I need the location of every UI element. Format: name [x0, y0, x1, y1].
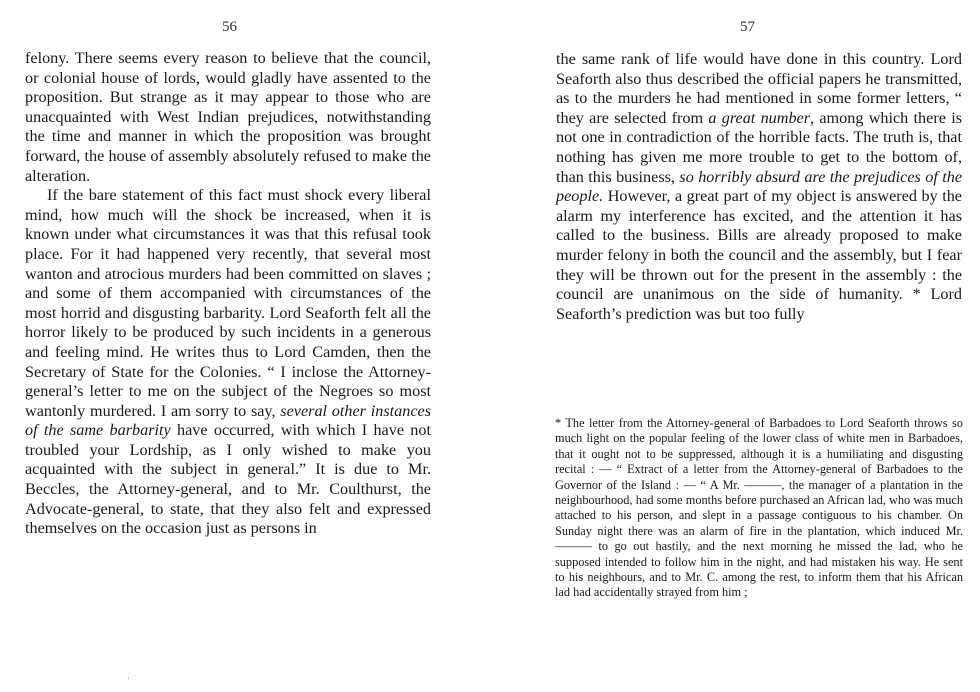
name-dash: ———	[555, 539, 592, 554]
page-number: 56	[222, 19, 237, 35]
italic-phrase: a great number	[708, 108, 811, 127]
print-mark: '	[128, 676, 130, 685]
italic-phrase: so horribly absurd are the prejudices of the people.	[556, 167, 962, 206]
left-page	[0, 0, 470, 692]
page-body-text	[556, 50, 962, 324]
footnote: * The letter from the Attorney-general of Barbadoes to Lord Seaforth throws so much light on the popular feeling of the lower class of white men in Barbadoes, that it ought not to be suppressed, although it is a humiliating and disgusting recital : — “ Extract of a letter from the Attorney-general of Barbadoes to the Governor of the Island : — “ A Mr. ———, the manager of a plantation in the neighbourhood, had some months before purchased an African lad, who was much attached to his person, and slept in a passage contiguous to his chamber. On Sunday night there was an alarm of fire in the plantation, which induced Mr. ——— to go out hastily, and the next morning he missed the lad, who he supposed intended to follow him in the night, and had mistaken his way. He sent to his neighbours, and to Mr. C. among the rest, to inform them that his African lad had accidentally strayed from him ;	[555, 416, 963, 600]
paragraph: If the bare statement of this fact must shock every liberal mind, how much will the shock be increased, when it is known under what circumstances it was that this refusal took place. For it had happened very recently, that several most wanton and atrocious murders had been committed on slaves ; and some of them accompanied with circumstances of the most horrid and disgusting barbarity. Lord Seaforth felt all the horror likely to be produced by such incidents in a generous and feeling mind. He writes thus to Lord Camden, then the Secretary of State for the Colonies. “ I inclose the Attorney-general’s letter to me on the subject of the Negroes so most wantonly murdered. I am sorry to say, several other instances of the same barbarity have occurred, with which I have not troubled your Lordship, as I only wished to make you acquainted with the subject in general.” It is due to Mr. Beccles, the Attorney-general, and to Mr. Coulthurst, the Advocate-general, to state, that they also felt and expressed themselves on the occasion just as persons in	[25, 186, 431, 538]
paragraph: felony. There seems every reason to believe that the council, or colonial house of lords, would gladly have assented to the proposition. But strange as it may appear to those who are unacquainted with West Indian prejudices, notwithstanding the time and manner in which the proposition was brought forward, the house of assembly absolutely refused to make the alteration.	[25, 49, 431, 185]
footnote-marker: *	[555, 416, 562, 430]
page-body-text	[25, 49, 431, 539]
right-page	[540, 0, 980, 692]
italic-phrase: several other instances of the same barbarity	[25, 401, 431, 440]
page-number: 57	[740, 19, 755, 35]
paragraph: the same rank of life would have done in this country. Lord Seaforth also thus described the official papers he transmitted, as to the murders he had mentioned in some former letters, “ they are selected from a great number, among which there is not one in contradiction of the horrible facts. The truth is, that nothing has given me more trouble to get to the bottom of, than this business, so horribly absurd are the prejudices of the people. However, a great part of my object is answered by the alarm my interference has excited, and the attention it has called to the business. Bills are already proposed to make murder felony in both the council and the assembly, but I fear they will be thrown out for the present in the assembly : the council are unanimous on the side of humanity. * Lord Seaforth’s prediction was but too fully	[556, 50, 962, 323]
footnote-reference: *	[902, 285, 921, 304]
name-dash: ———	[744, 477, 782, 492]
